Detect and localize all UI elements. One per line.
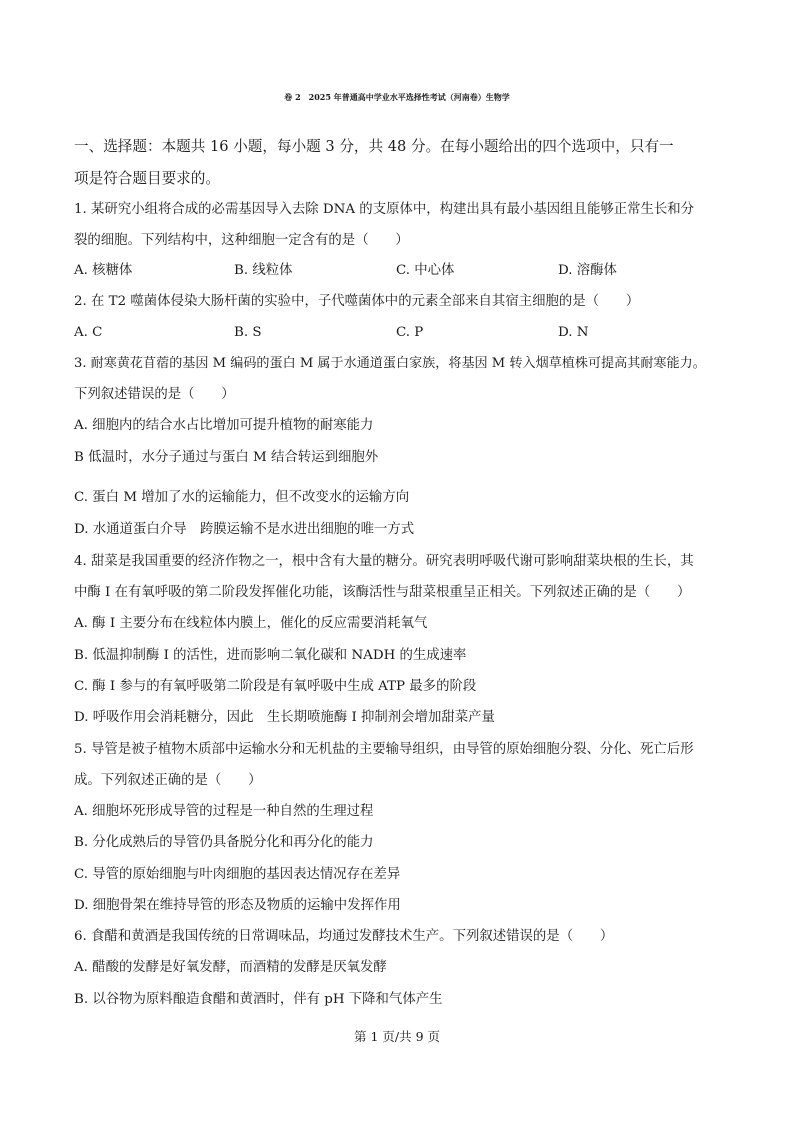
- question-1-option-b: B. 线粒体: [234, 263, 293, 278]
- question-2-option-a: A. C: [74, 325, 103, 340]
- question-6-option-a: A. 醋酸的发酵是好氧发酵，而酒精的发酵是厌氧发酵: [74, 960, 387, 975]
- question-5-option-c: C. 导管的原始细胞与叶肉细胞的基因表达情况存在差异: [74, 867, 401, 882]
- question-5-stem: 5. 导管是被子植物木质部中运输水分和无机盐的主要输导组织，由导管的原始细胞分裂、分化、死亡后形: [74, 742, 694, 757]
- section-heading-line-2: 项是符合题目要求的。: [74, 170, 220, 187]
- question-1-stem-cont: 裂的细胞。下列结构中，这种细胞一定含有的是（ ）: [74, 233, 409, 248]
- question-1-option-c: C. 中心体: [396, 263, 455, 278]
- question-1-option-a: A. 核糖体: [74, 263, 133, 278]
- question-4-stem: 4. 甜菜是我国重要的经济作物之一，根中含有大量的糖分。研究表明呼吸代谢可影响甜菜块根的生长，其: [74, 554, 694, 569]
- question-4-option-d: D. 呼吸作用会消耗糖分，因此 生长期喷施酶 Ⅰ 抑制剂会增加甜菜产量: [74, 710, 495, 725]
- question-4-option-b: B. 低温抑制酶 Ⅰ 的活性，进而影响二氧化碳和 NADH 的生成速率: [74, 648, 467, 663]
- question-4-option-c: C. 酶 Ⅰ 参与的有氧呼吸第二阶段是有氧呼吸中生成 ATP 最多的阶段: [74, 679, 477, 694]
- question-1-option-d: D. 溶酶体: [558, 263, 617, 278]
- question-4-option-a: A. 酶 Ⅰ 主要分布在线粒体内膜上，催化的反应需要消耗氧气: [74, 616, 428, 631]
- question-3-option-c: C. 蛋白 M 增加了水的运输能力，但不改变水的运输方向: [74, 490, 410, 505]
- question-6-stem: 6. 食醋和黄酒是我国传统的日常调味品，均通过发酵技术生产。下列叙述错误的是（ ）: [74, 929, 614, 944]
- question-3-option-a: A. 细胞内的结合水占比增加可提升植物的耐寒能力: [74, 418, 374, 433]
- question-5-stem-cont: 成。下列叙述正确的是（ ）: [74, 773, 262, 788]
- question-6-option-b: B. 以谷物为原料酿造食醋和黄酒时，伴有 pH 下降和气体产生: [74, 992, 443, 1007]
- question-3-option-b: B 低温时，水分子通过与蛋白 M 结合转运到细胞外: [74, 450, 379, 465]
- question-4-stem-cont: 中酶 Ⅰ 在有氧呼吸的第二阶段发挥催化功能，该酶活性与甜菜根重呈正相关。下列叙述正确的是（ ）: [74, 585, 691, 600]
- question-2-option-d: D. N: [558, 325, 589, 340]
- exam-title: 卷 2 2025 年普通高中学业水平选择性考试（河南卷）生物学: [284, 92, 510, 102]
- question-3-stem: 3. 耐寒黄花苜蓿的基因 M 编码的蛋白 M 属于水通道蛋白家族，将基因 M 转入烟草植株可提高其耐寒能力。: [74, 356, 706, 371]
- question-2-option-c: C. P: [396, 325, 424, 340]
- question-5-option-d: D. 细胞骨架在维持导管的形态及物质的运输中发挥作用: [74, 898, 401, 913]
- question-5-option-a: A. 细胞坏死形成导管的过程是一种自然的生理过程: [74, 804, 374, 819]
- question-3-option-d: D. 水通道蛋白介导 跨膜运输不是水进出细胞的唯一方式: [74, 522, 415, 537]
- page-number-footer: 第 1 页/共 9 页: [353, 1029, 440, 1044]
- question-1-stem: 1. 某研究小组将合成的必需基因导入去除 DNA 的支原体中，构建出具有最小基因组且能够正常生长和分: [74, 202, 695, 217]
- question-2-stem: 2. 在 T2 噬菌体侵染大肠杆菌的实验中，子代噬菌体中的元素全部来自其宿主细胞的是（ ）: [74, 294, 640, 309]
- section-heading-line-1: 一、选择题：本题共 16 小题，每小题 3 分，共 48 分。在每小题给出的四个选项中，只有一: [74, 138, 674, 155]
- question-5-option-b: B. 分化成熟后的导管仍具备脱分化和再分化的能力: [74, 835, 374, 850]
- question-2-option-b: B. S: [234, 325, 262, 340]
- question-3-stem-cont: 下列叙述错误的是（ ）: [74, 387, 235, 402]
